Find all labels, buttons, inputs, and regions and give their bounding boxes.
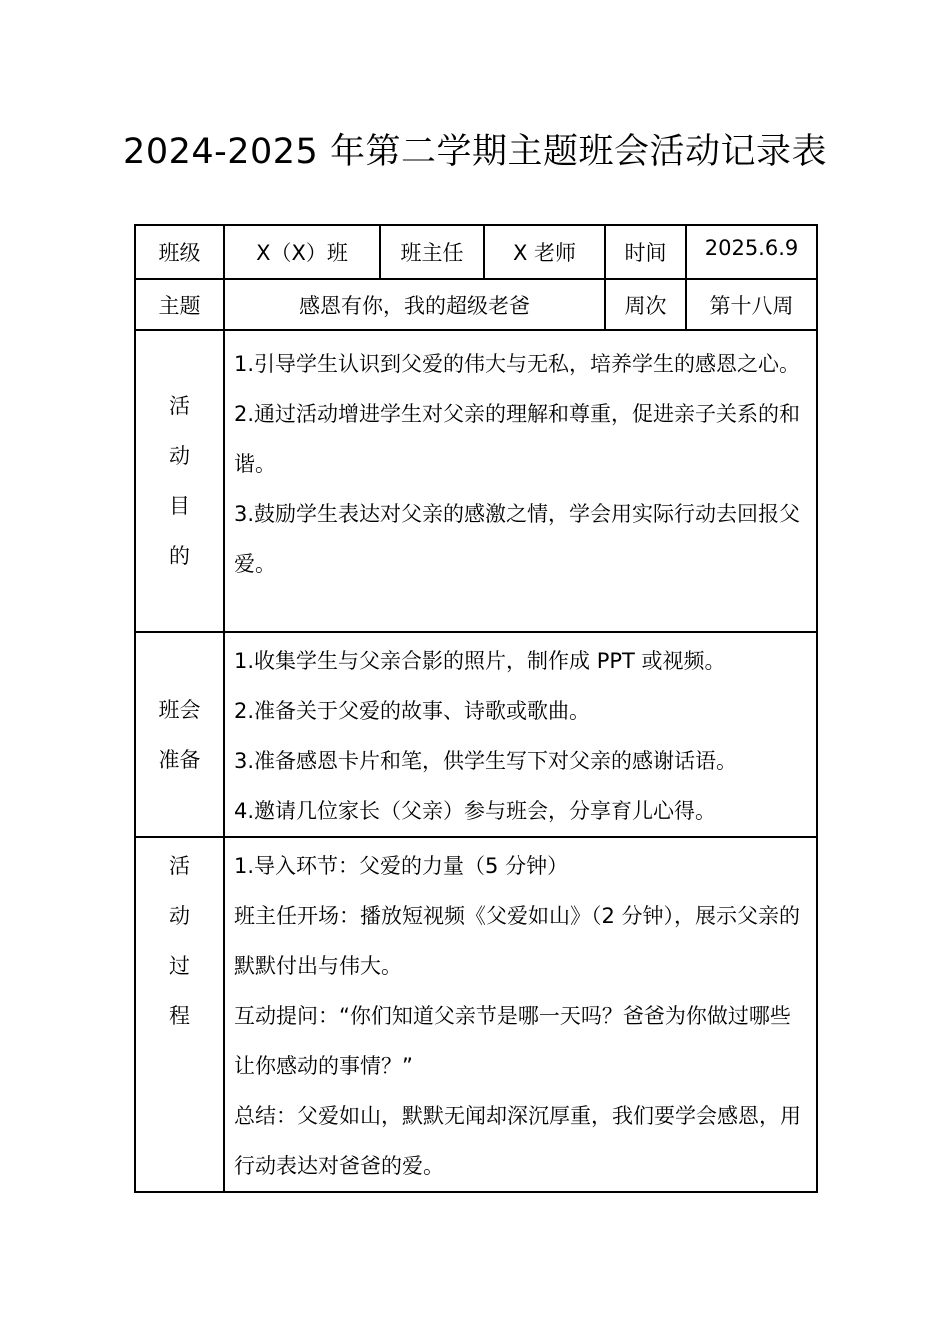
page-title: 2024-2025 年第二学期主题班会活动记录表 bbox=[123, 132, 827, 172]
preparation-label-line: 准备 bbox=[158, 747, 201, 772]
process-label bbox=[135, 837, 224, 1192]
goals-row bbox=[135, 330, 817, 632]
header-row bbox=[135, 225, 817, 279]
preparation-item: 1.收集学生与父亲合影的照片，制作成 PPT 或视频。 bbox=[234, 649, 726, 673]
time-value: 2025.6.9 bbox=[686, 225, 817, 279]
preparation-label-line: 班会 bbox=[158, 697, 201, 722]
goal-item: 2.通过活动增进学生对父亲的理解和尊重，促进亲子关系的和谐。 bbox=[234, 402, 801, 476]
goals-label-char: 目 bbox=[169, 494, 190, 518]
process-row bbox=[135, 837, 817, 1192]
goals-label-char: 活 bbox=[169, 394, 190, 418]
week-value: 第十八周 bbox=[686, 279, 817, 330]
teacher-label: 班主任 bbox=[380, 225, 484, 279]
process-label-char: 动 bbox=[169, 904, 190, 928]
record-table bbox=[134, 224, 818, 1193]
topic-row bbox=[135, 279, 817, 330]
preparation-item: 4.邀请几位家长（父亲）参与班会，分享育儿心得。 bbox=[234, 799, 717, 823]
preparation-content bbox=[224, 632, 817, 837]
preparation-label bbox=[135, 632, 224, 837]
goals-label bbox=[135, 330, 224, 632]
process-item: 1.导入环节：父爱的力量（5 分钟） bbox=[234, 854, 569, 878]
preparation-item: 2.准备关于父爱的故事、诗歌或歌曲。 bbox=[234, 699, 591, 723]
goals-label-char: 动 bbox=[169, 444, 190, 468]
time-label: 时间 bbox=[605, 225, 686, 279]
process-item: 班主任开场：播放短视频《父爱如山》（2 分钟），展示父亲的默默付出与伟大。 bbox=[234, 904, 801, 978]
class-value: X（X）班 bbox=[224, 225, 380, 279]
week-label: 周次 bbox=[605, 279, 686, 330]
topic-value: 感恩有你，我的超级老爸 bbox=[224, 279, 605, 330]
process-content bbox=[224, 837, 817, 1192]
process-label-char: 活 bbox=[169, 854, 190, 878]
process-label-char: 过 bbox=[169, 954, 190, 978]
process-item: 总结：父爱如山，默默无闻却深沉厚重，我们要学会感恩，用行动表达对爸爸的爱。 bbox=[234, 1104, 801, 1178]
class-label: 班级 bbox=[135, 225, 224, 279]
process-item: 互动提问：“你们知道父亲节是哪一天吗？爸爸为你做过哪些让你感动的事情？” bbox=[234, 1004, 791, 1078]
topic-label: 主题 bbox=[135, 279, 224, 330]
goals-label-char: 的 bbox=[169, 544, 190, 568]
goals-content bbox=[224, 330, 817, 632]
goal-item: 3.鼓励学生表达对父亲的感激之情，学会用实际行动去回报父爱。 bbox=[234, 502, 801, 576]
goal-item: 1.引导学生认识到父爱的伟大与无私，培养学生的感恩之心。 bbox=[234, 352, 801, 376]
preparation-item: 3.准备感恩卡片和笔，供学生写下对父亲的感谢话语。 bbox=[234, 749, 738, 773]
preparation-row bbox=[135, 632, 817, 837]
teacher-value: X 老师 bbox=[484, 225, 605, 279]
process-label-char: 程 bbox=[169, 1004, 190, 1028]
